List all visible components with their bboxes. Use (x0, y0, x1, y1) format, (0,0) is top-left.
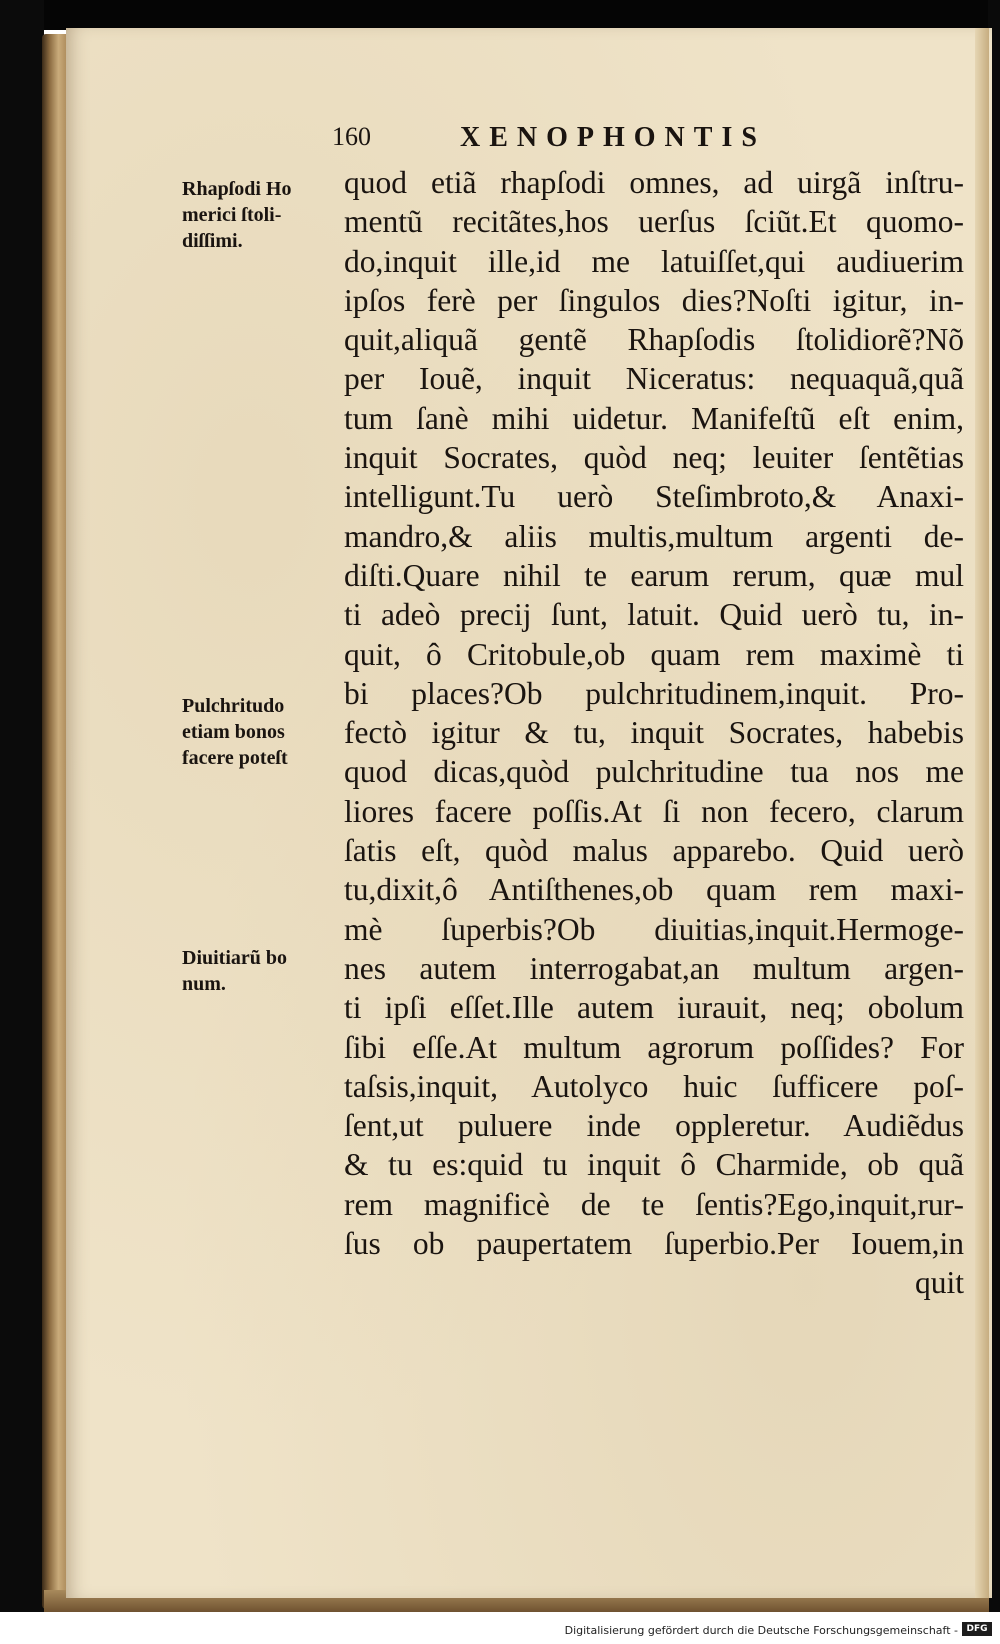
text-line: ſatis eſt, quòd malus apparebo. Quid uerò (344, 833, 964, 869)
text-line: quod dicas,quòd pulchritudine tua nos me (344, 754, 964, 790)
marginal-note-line: facere poteſt (182, 747, 288, 769)
text-line: per Iouẽ, inquit Niceratus: nequaquã,quã (344, 361, 964, 397)
marginal-note-line: merici ſtoli- (182, 204, 282, 226)
text-line: tu,dixit,ô Antiſthenes,ob quam rem maxi- (344, 872, 964, 908)
marginal-note-rhapsodi (182, 176, 342, 254)
text-line: ſus ob paupertatem ſuperbio.Per Iouem,in (344, 1226, 964, 1262)
text-line: bi places?Ob pulchritudinem,inquit. Pro- (344, 675, 964, 711)
text-line: ſibi eſſe.At multum agrorum poſſides? For (344, 1029, 964, 1065)
text-line: inquit Socrates, quòd neq; leuiter ſentẽtias (344, 440, 964, 476)
marginal-note-line: num. (182, 973, 226, 995)
text-line: fectò igitur & tu, inquit Socrates, habebis (344, 715, 964, 751)
page-number: 160 (332, 122, 371, 151)
text-line: quit,aliquã gentẽ Rhapſodis ſtolidiorẽ?Nõ (344, 322, 964, 358)
running-head-title: XENOPHONTIS (460, 122, 766, 153)
scan-left-border (0, 0, 44, 1612)
marginal-note-line: etiam bonos (182, 721, 285, 743)
text-line: mè ſuperbis?Ob diuitias,inquit.Hermoge- (344, 911, 964, 947)
text-line: quit, ô Critobule,ob quam rem maximè ti (344, 636, 964, 672)
dfg-logo: DFG (962, 1622, 992, 1636)
text-line: & tu es:quid tu inquit ô Charmide, ob quã (344, 1147, 964, 1183)
page-fore-edge (975, 28, 989, 1598)
text-line: rem magnificè de te ſentis?Ego,inquit,rur- (344, 1186, 964, 1222)
text-line: mentũ recitãtes,hos uerſus ſciũt.Et quomo- (344, 204, 964, 240)
catchword: quit (914, 1265, 964, 1301)
footer-funding-text: Digitalisierung gefördert durch die Deutsche Forschungsgemeinschaft - (564, 1624, 958, 1637)
text-line: tum ſanè mihi uidetur. Manifeſtũ eſt enim, (344, 400, 964, 436)
text-line: diſti.Quare nihil te earum rerum, quæ mul (344, 557, 964, 593)
text-line: nes autem interrogabat,an multum argen- (344, 950, 964, 986)
text-line: intelligunt.Tu uerò Steſimbroto,& Anaxi- (344, 479, 964, 515)
marginal-note-line: Pulchritudo (182, 695, 285, 717)
scan-top-border (0, 0, 1000, 30)
text-line: ipſos ferè per ſingulos dies?Noſti igitur, in- (344, 282, 964, 318)
marginal-note-line: diſſimi. (182, 230, 243, 252)
text-line: taſsis,inquit, Autolyco huic ſufficere poſ- (344, 1068, 964, 1104)
text-line: ſent,ut puluere inde oppleretur. Audiẽdus (344, 1108, 964, 1144)
body-text (344, 163, 964, 1303)
text-line: ti ipſi eſſet.Ille autem iurauit, neq; obolum (344, 990, 964, 1026)
text-line: ti adeò precij ſunt, latuit. Quid uerò tu, in- (344, 597, 964, 633)
text-line: do,inquit ille,id me latuiſſet,qui audiuerim (344, 243, 964, 279)
marginal-note-pulchritudo (182, 693, 342, 771)
marginal-note-diuitiae (182, 945, 342, 997)
text-line: quod etiã rhapſodi omnes, ad uirgã inſtru- (344, 165, 964, 200)
text-line: mandro,& aliis multis,multum argenti de- (344, 518, 964, 554)
marginal-note-line: Diuitiarũ bo (182, 947, 288, 969)
marginal-note-line: Rhapſodi Ho (182, 178, 292, 200)
text-line: liores facere poſſis.At ſi non fecero, clarum (344, 793, 964, 829)
